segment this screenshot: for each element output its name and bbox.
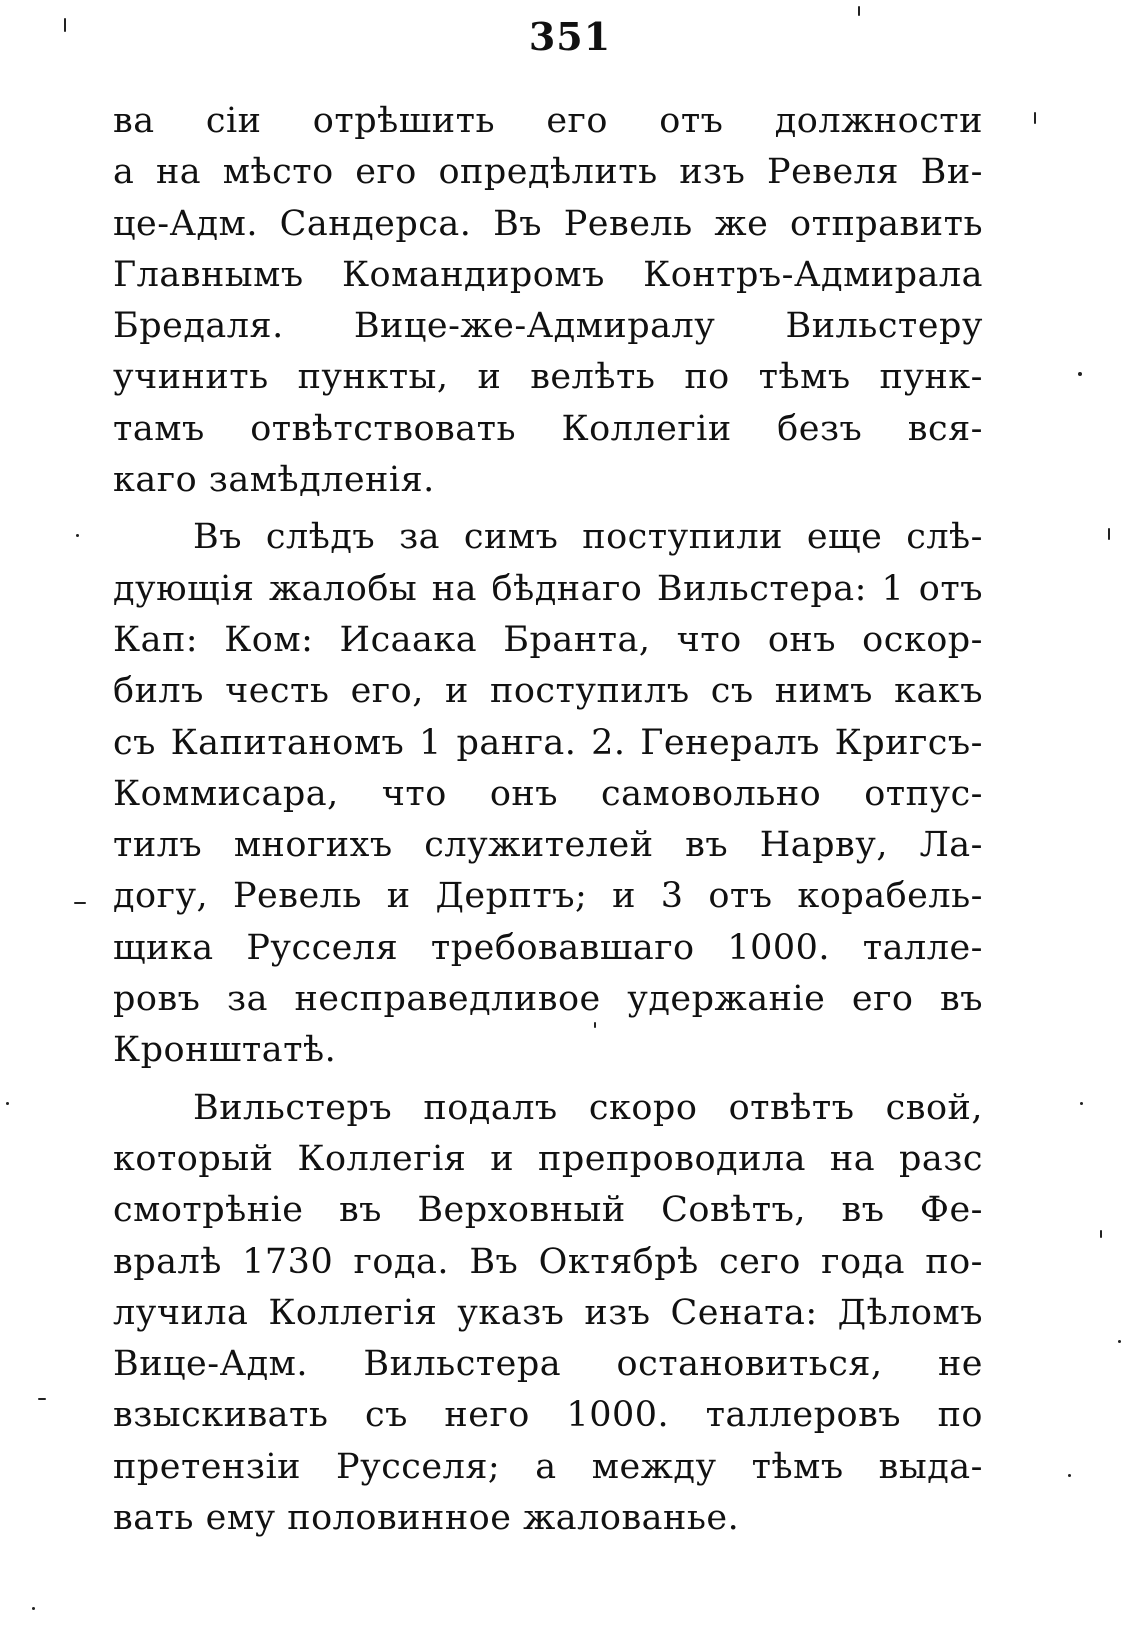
- paragraph-1: [113, 96, 983, 506]
- scan-speck: [1068, 1474, 1071, 1477]
- scan-speck: [38, 1398, 46, 1400]
- text-line: ва сіи отрѣшить его отъ должности: [113, 101, 983, 141]
- text-line: взыскивать съ него 1000. таллеровъ по: [113, 1395, 983, 1436]
- scan-speck: [594, 1022, 596, 1028]
- text-line: догу, Ревель и Дерптъ; и 3 отъ корабель-: [113, 876, 983, 917]
- scan-speck: [6, 1102, 9, 1105]
- text-line: Кап: Ком: Исаака Бранта, что онъ оскор-: [113, 619, 983, 660]
- body-text: [113, 96, 983, 1544]
- text-line: Въ слѣдъ за симъ поступили еще слѣ-: [193, 517, 983, 558]
- scan-speck: [1118, 1340, 1121, 1343]
- text-line: каго замѣдленія.: [113, 460, 435, 501]
- scan-speck: [1080, 1102, 1083, 1105]
- text-line: тамъ отвѣтствовать Коллегіи безъ вся-: [113, 408, 983, 449]
- text-line: дующія жалобы на бѣднаго Вильстера: 1 отъ: [113, 568, 983, 609]
- scan-speck: [1034, 112, 1036, 124]
- scan-speck: [1100, 1230, 1102, 1238]
- scan-speck: [64, 18, 66, 32]
- scan-speck: [74, 902, 86, 904]
- scan-speck: [32, 1607, 35, 1610]
- text-line: тилъ многихъ служителей въ Нарву, Ла-: [113, 825, 983, 866]
- paragraph-2: [113, 512, 983, 1076]
- scan-speck: [1108, 528, 1110, 540]
- text-line: ровъ за несправедливое удержаніе его въ: [113, 979, 983, 1020]
- text-line: Вильстеръ подалъ скоро отвѣтъ свой,: [193, 1087, 983, 1128]
- text-line: билъ честь его, и поступилъ съ нимъ какъ: [113, 671, 983, 712]
- text-line: Бредаля. Вице-же-Адмиралу Вильстеру: [113, 306, 983, 347]
- text-line: Вице-Адм. Вильстера остановиться, не: [113, 1344, 983, 1385]
- text-line: вралѣ 1730 года. Въ Октябрѣ сего года по-: [113, 1241, 983, 1282]
- paragraph-3: [113, 1083, 983, 1545]
- text-line: щика Русселя требовавшаго 1000. таллe-: [113, 927, 983, 968]
- text-line: а на мѣсто его опредѣлить изъ Ревеля Ви-: [113, 152, 983, 193]
- scan-speck: [858, 6, 860, 16]
- text-line: Главнымъ Командиромъ Контръ-Адмирала: [113, 254, 983, 295]
- text-line: Кронштатѣ.: [113, 1030, 337, 1071]
- text-line: вать ему половинное жалованье.: [113, 1498, 740, 1539]
- scan-speck: [1078, 372, 1082, 376]
- text-line: Коммисара, что онъ самовольно отпус-: [113, 773, 983, 814]
- text-line: который Коллегія и препроводила на разс: [113, 1138, 983, 1179]
- text-line: лучила Коллегія указъ изъ Сената: Дѣломъ: [113, 1292, 983, 1333]
- text-line: съ Капитаномъ 1 ранга. 2. Генералъ Кригсъ-: [113, 722, 983, 763]
- text-line: учинить пункты, и велѣть по тѣмъ пунк-: [113, 357, 983, 398]
- page-number: 351: [528, 14, 612, 59]
- text-line: це-Адм. Сандерса. Въ Ревель же отправить: [113, 203, 983, 244]
- scan-speck: [76, 534, 79, 537]
- text-line: смотрѣніе въ Верховный Совѣтъ, въ Фе-: [113, 1190, 983, 1231]
- text-line: претензіи Русселя; а между тѣмъ выда-: [113, 1446, 983, 1487]
